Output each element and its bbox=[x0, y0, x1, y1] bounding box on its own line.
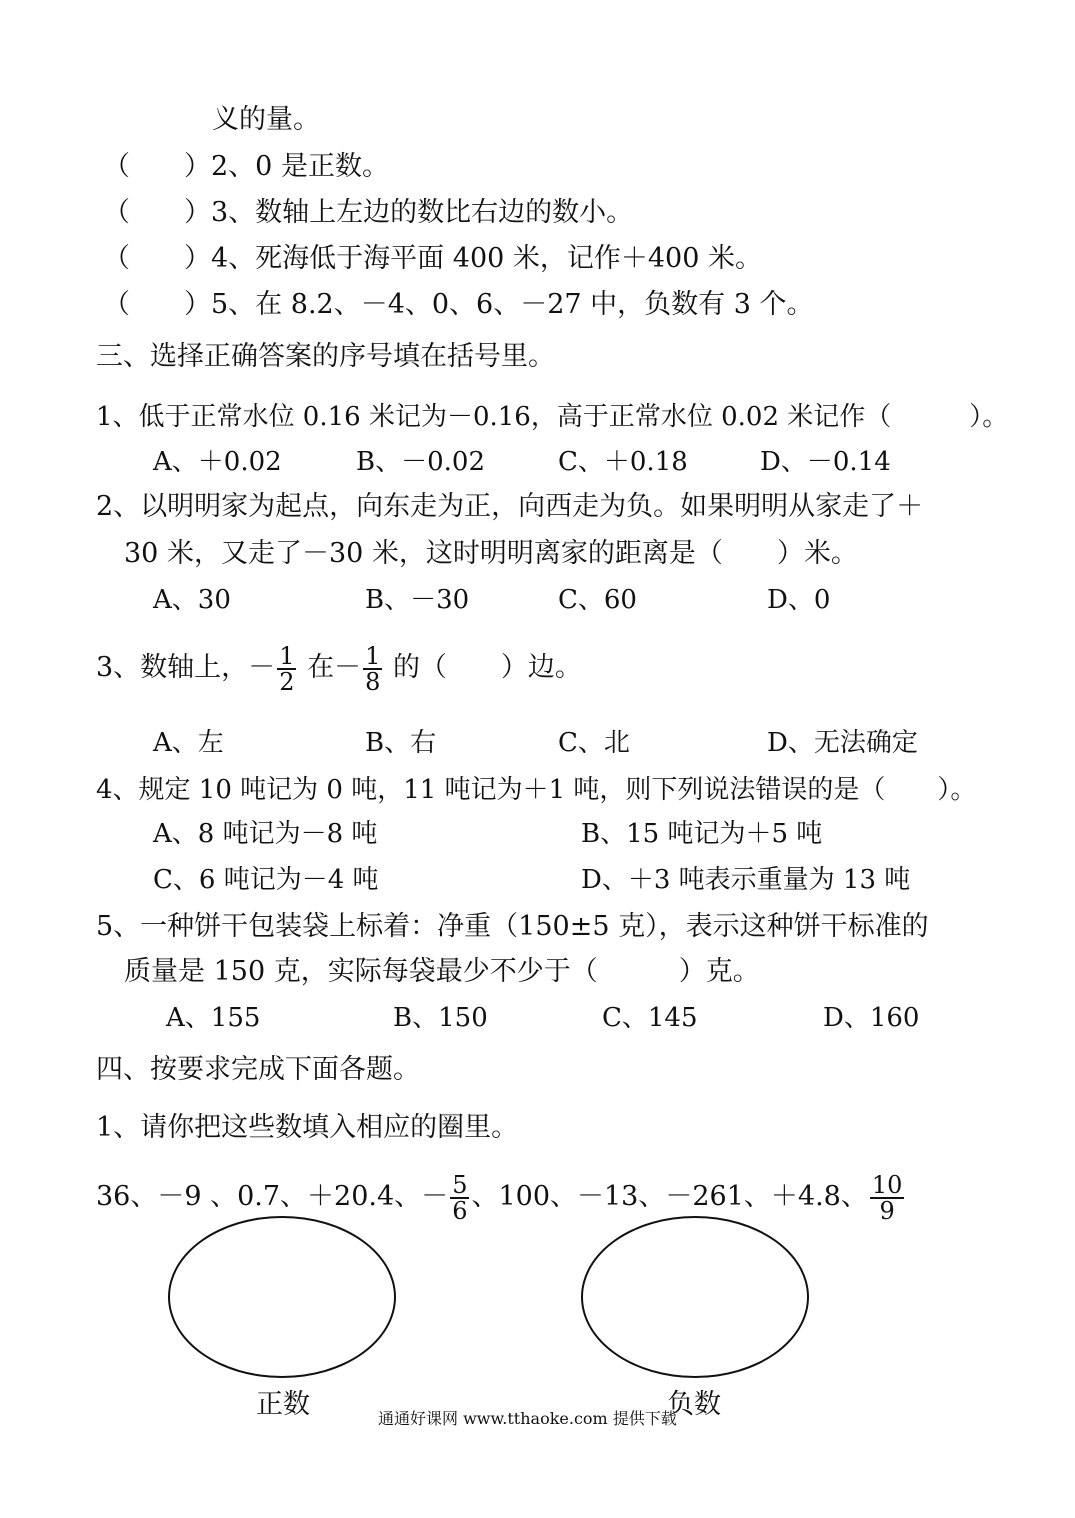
q3-2-option-c: C、60 bbox=[558, 585, 637, 615]
q3-3-option-b: B、右 bbox=[365, 728, 437, 758]
q3-5-option-d: D、160 bbox=[823, 1003, 920, 1033]
q3-3-option-a: A、左 bbox=[153, 728, 224, 758]
q3-1-option-a: A、＋0.02 bbox=[153, 447, 282, 477]
fraction-numerator: 1 bbox=[365, 641, 381, 670]
q3-5-option-c: C、145 bbox=[602, 1003, 698, 1033]
q3-1-text: 1、低于正常水位 0.16 米记为－0.16，高于正常水位 0.02 米记作（ ）。 bbox=[96, 402, 1009, 432]
q3-3-mid: 在－ bbox=[307, 652, 362, 683]
q3-1-option-b: B、－0.02 bbox=[356, 447, 485, 477]
number-list bbox=[96, 1167, 906, 1227]
footer-credit: 通通好课网 www.tthaoke.com 提供下载 bbox=[378, 1409, 677, 1428]
q3-3-text bbox=[96, 640, 582, 696]
q3-1-option-d: D、－0.14 bbox=[760, 447, 891, 477]
q3-4-option-c: C、6 吨记为－4 吨 bbox=[153, 865, 379, 895]
judge-continuation: 义的量。 bbox=[212, 104, 320, 135]
q3-4-text: 4、规定 10 吨记为 0 吨，11 吨记为＋1 吨，则下列说法错误的是（ ）。 bbox=[96, 775, 977, 805]
fraction-denominator: 2 bbox=[279, 667, 295, 696]
judge-item-2: （ ）2、0 是正数。 bbox=[103, 151, 389, 182]
q3-3-option-d: D、无法确定 bbox=[767, 728, 918, 758]
q3-5-option-a: A、155 bbox=[166, 1003, 261, 1033]
q3-2-option-a: A、30 bbox=[153, 585, 231, 615]
fraction-numerator: 10 bbox=[871, 1170, 903, 1199]
q3-3-suffix: 的（ ）边。 bbox=[392, 652, 582, 683]
fraction-one-eighth bbox=[363, 641, 382, 696]
section-3-title: 三、选择正确答案的序号填在括号里。 bbox=[96, 341, 555, 372]
q3-5-option-b: B、150 bbox=[393, 1003, 488, 1033]
q3-2-line1: 2、以明明家为起点，向东走为正，向西走为负。如果明明从家走了＋ bbox=[96, 491, 924, 522]
q3-4-option-d: D、＋3 吨表示重量为 13 吨 bbox=[581, 865, 911, 895]
fraction-denominator: 9 bbox=[879, 1196, 895, 1225]
fraction-ten-ninths bbox=[870, 1170, 905, 1225]
number-list-part-a: 36、－9 、0.7、＋20.4、－ bbox=[96, 1181, 449, 1212]
q3-3-option-c: C、北 bbox=[558, 728, 630, 758]
q3-4-option-a: A、8 吨记为－8 吨 bbox=[153, 819, 378, 849]
q3-3-prefix: 3、数轴上，－ bbox=[96, 652, 276, 683]
judge-item-3: （ ）3、数轴上左边的数比右边的数小。 bbox=[103, 197, 634, 228]
q3-2-option-d: D、0 bbox=[767, 585, 831, 615]
q3-5-line2: 质量是 150 克，实际每袋最少不少于（ ）克。 bbox=[124, 956, 760, 987]
fraction-denominator: 6 bbox=[452, 1196, 468, 1225]
negative-numbers-circle bbox=[581, 1216, 809, 1378]
q3-4-option-b: B、15 吨记为＋5 吨 bbox=[581, 819, 823, 849]
positive-numbers-circle bbox=[168, 1216, 396, 1378]
fraction-one-half bbox=[277, 641, 296, 696]
number-list-part-b: 、100、－13、－261、＋4.8、 bbox=[471, 1181, 868, 1212]
section-4-title: 四、按要求完成下面各题。 bbox=[96, 1054, 420, 1085]
positive-numbers-label: 正数 bbox=[256, 1389, 310, 1420]
q4-1-text: 1、请你把这些数填入相应的圈里。 bbox=[96, 1112, 519, 1143]
fraction-numerator: 5 bbox=[452, 1170, 468, 1199]
judge-item-5: （ ）5、在 8.2、－4、0、6、－27 中，负数有 3 个。 bbox=[103, 289, 814, 320]
judge-item-4: （ ）4、死海低于海平面 400 米，记作＋400 米。 bbox=[103, 243, 762, 274]
fraction-five-sixths bbox=[450, 1170, 469, 1225]
fraction-numerator: 1 bbox=[279, 641, 295, 670]
q3-5-line1: 5、一种饼干包装袋上标着：净重（150±5 克），表示这种饼干标准的 bbox=[96, 911, 929, 942]
q3-2-line2: 30 米，又走了－30 米，这时明明离家的距离是（ ）米。 bbox=[124, 538, 858, 569]
fraction-denominator: 8 bbox=[365, 667, 381, 696]
q3-2-option-b: B、－30 bbox=[365, 585, 470, 615]
q3-1-option-c: C、＋0.18 bbox=[558, 447, 688, 477]
negative-numbers-label: 负数 bbox=[667, 1389, 721, 1420]
